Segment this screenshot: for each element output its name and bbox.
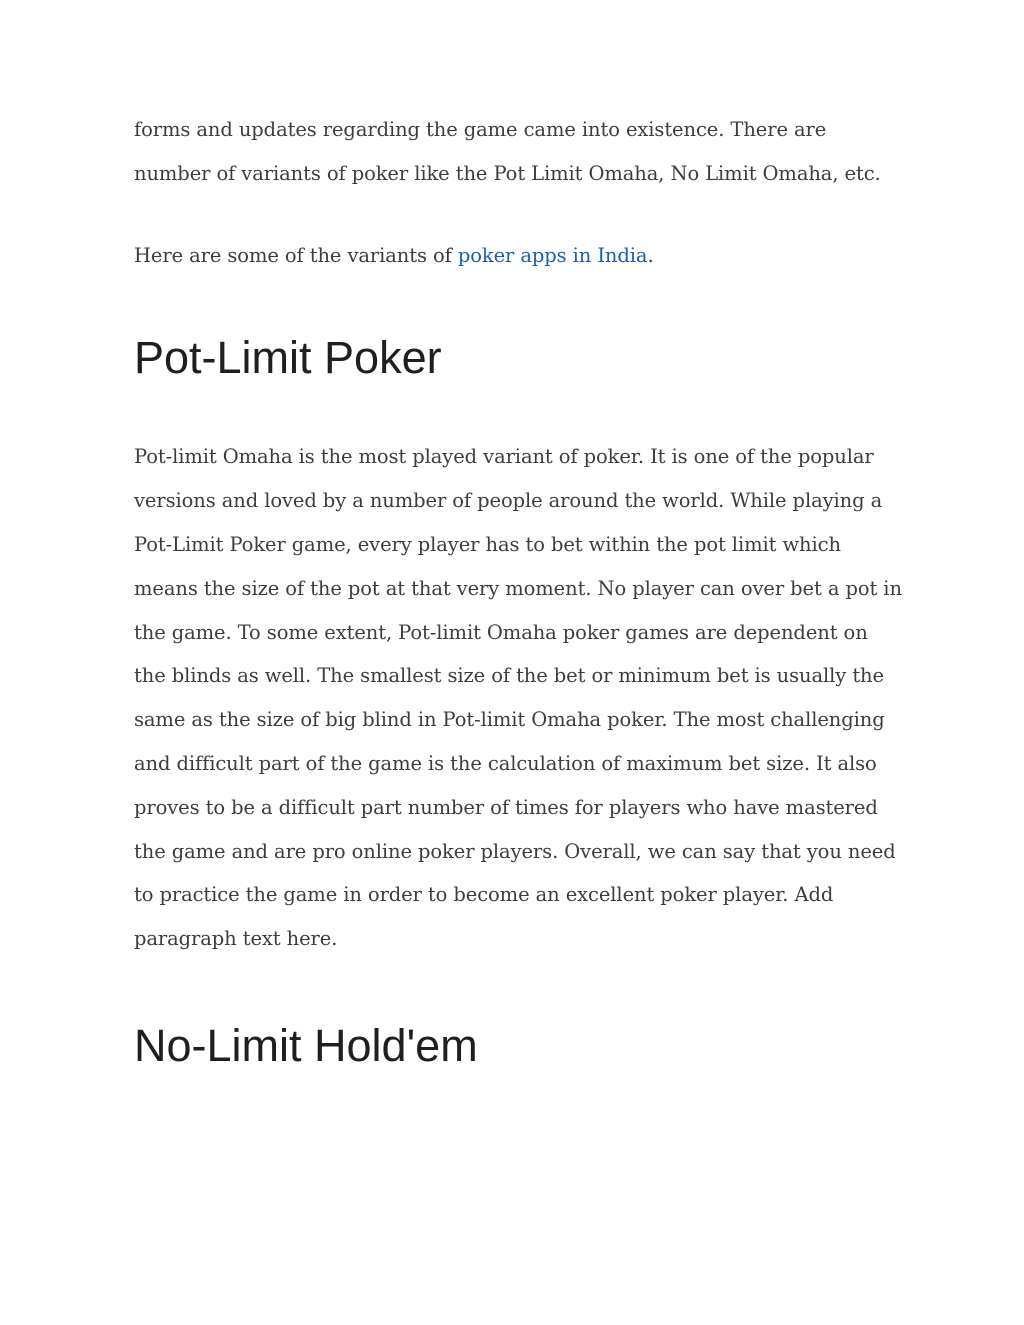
variants-lead-paragraph <box>134 234 904 278</box>
section-heading-no-limit: No-Limit Hold'em <box>134 1019 478 1071</box>
pot-limit-paragraph: Pot-limit Omaha is the most played variant of poker. It is one of the popular versions and loved by a number of people around the world. While playing a Pot-Limit Poker game, every player has to bet within the pot limit which means the size of the pot at that very moment. No player can over bet a pot in the game. To some extent, Pot-limit Omaha poker games are dependent on the blinds as well. The smallest size of the bet or minimum bet is usually the same as the size of big blind in Pot-limit Omaha poker. The most challenging and difficult part of the game is the calculation of maximum bet size. It also proves to be a difficult part number of times for players who have mastered the game and are pro online poker players. Overall, we can say that you need to practice the game in order to become an excellent poker player. Add paragraph text here. <box>134 445 902 951</box>
lead-suffix: . <box>647 243 654 267</box>
lead-prefix: Here are some of the variants of <box>134 243 458 267</box>
section-heading-pot-limit: Pot-Limit Poker <box>134 332 442 384</box>
document-page <box>134 108 904 1073</box>
poker-apps-link[interactable]: poker apps in India <box>457 243 648 267</box>
intro-paragraph: forms and updates regarding the game came into existence. There are number of variants of poker like the Pot Limit Omaha, No Limit Omaha, etc. <box>134 118 881 185</box>
